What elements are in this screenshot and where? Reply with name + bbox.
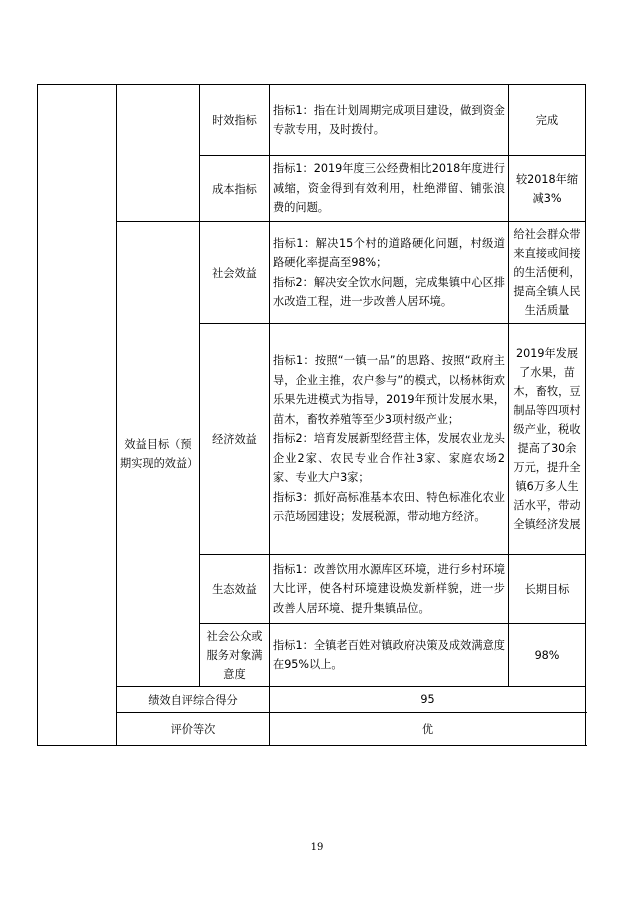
- grade-label: 评价等次: [117, 713, 270, 746]
- indicator-result: 98%: [509, 624, 586, 687]
- indicator-result: 长期目标: [509, 555, 586, 624]
- indicator-line: 指标2：培育发展新型经营主体，发展农业龙头企业2家、农民专业合作社3家、家庭农场2家、专业大户3家；: [273, 432, 505, 485]
- table-row: [38, 713, 586, 746]
- indicator-result: 完成: [509, 85, 586, 156]
- score-value: 95: [270, 687, 586, 713]
- indicator-line: 指标1：指在计划周期完成项目建设，做到资金专款专用，及时拨付。: [273, 103, 505, 136]
- indicator-line: 指标1：解决15个村的道路硬化问题，村级道路硬化率提高至98%；: [273, 236, 505, 269]
- indicator-label: 成本指标: [200, 156, 270, 222]
- score-label: 绩效自评综合得分: [117, 687, 270, 713]
- page-number: 19: [310, 842, 324, 853]
- table-row: [38, 222, 586, 324]
- indicator-line: 指标1：按照“一镇一品”的思路、按照“政府主导，企业主推，农户参与”的模式，以杨林街欢乐果先进模式为指导，2019年预计发展水果，苗木，畜牧养殖等至少3项村级产业；: [273, 354, 505, 426]
- indicator-label: 生态效益: [200, 555, 270, 624]
- indicator-label: 时效指标: [200, 85, 270, 156]
- table-row: [38, 687, 586, 713]
- indicator-content: [270, 85, 509, 156]
- indicator-content: [270, 324, 509, 555]
- indicator-line: 指标1：2019年度三公经费相比2018年度进行减缩，资金得到有效利用，杜绝滞留、铺张浪费的问题。: [273, 162, 505, 215]
- indicator-content: [270, 156, 509, 222]
- indicator-label: 经济效益: [200, 324, 270, 555]
- indicator-line: 指标1：改善饮用水源库区环境，进行乡村环境大比评，使各村环境建设焕发新样貌，进一步改善人居环境、提升集镇品位。: [273, 562, 505, 615]
- blank-cell: [38, 85, 117, 746]
- indicator-content: [270, 624, 509, 687]
- indicator-content: [270, 222, 509, 324]
- benefit-category: 效益目标（预期实现的效益）: [117, 222, 200, 687]
- blank-cell: [117, 85, 200, 222]
- performance-table: [37, 84, 586, 746]
- indicator-label: 社会公众或服务对象满意度: [200, 624, 270, 687]
- indicator-result: 较2018年缩减3%: [509, 156, 586, 222]
- indicator-line: 指标3：抓好高标准基本农田、特色标准化农业示范场园建设；发展税源，带动地方经济。: [273, 490, 505, 524]
- indicator-result: 2019年发展了水果，苗木，畜牧，豆制品等四项村级产业，税收提高了30余万元，提升全镇6万多人生活水平，带动全镇经济发展: [509, 324, 586, 555]
- indicator-content: [270, 555, 509, 624]
- indicator-label: 社会效益: [200, 222, 270, 324]
- indicator-line: 指标1：全镇老百姓对镇政府决策及成效满意度在95%以上。: [273, 638, 505, 671]
- indicator-line: 指标2：解决安全饮水问题，完成集镇中心区排水改造工程，进一步改善人居环境。: [273, 275, 505, 308]
- grade-value: 优: [270, 713, 586, 746]
- table-row: [38, 85, 586, 156]
- indicator-result: 给社会群众带来直接或间接的生活便利，提高全镇人民生活质量: [509, 222, 586, 324]
